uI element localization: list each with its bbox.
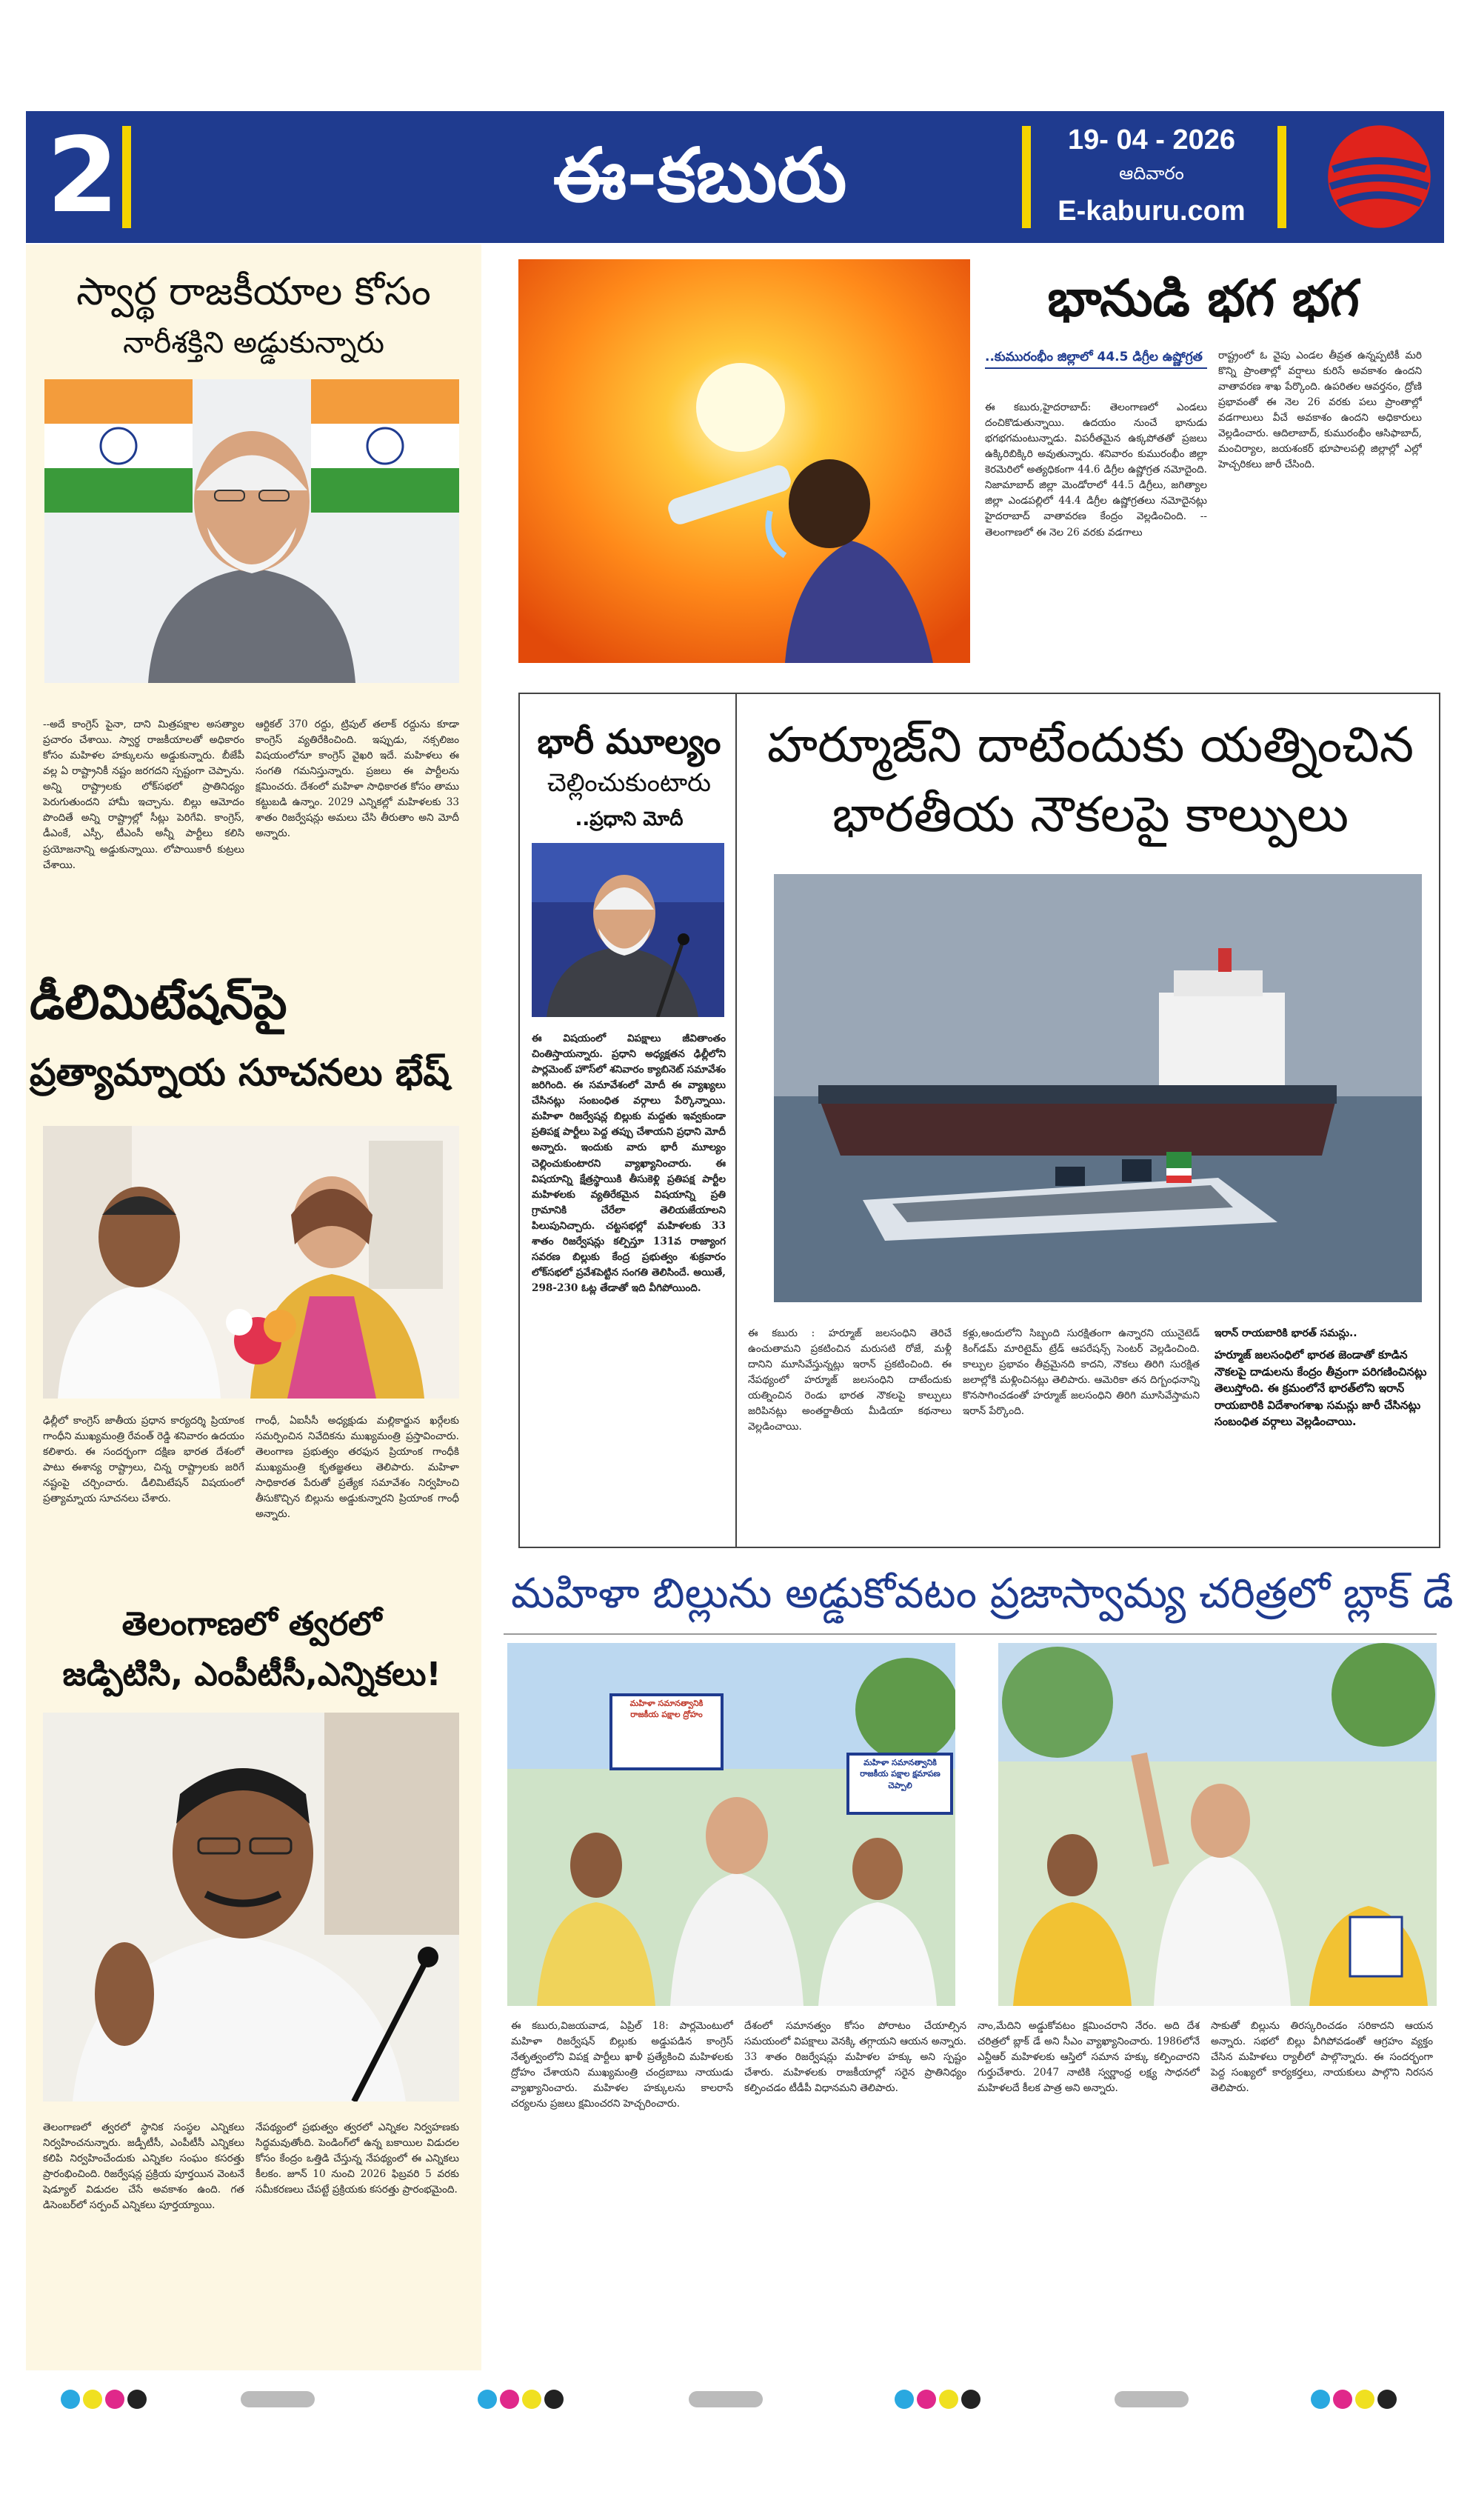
ship-photo: [774, 874, 1422, 1302]
heatwave-photo: [518, 259, 970, 663]
elections-headline: తెలంగాణలో త్వరలో: [121, 1605, 382, 1643]
modi-photo: [44, 379, 459, 683]
hormuz-summons-title: ఇరాన్ రాయబారికి భారత్ సమన్లు..: [1215, 1327, 1357, 1339]
hormuz-headline: హర్మూజ్‌ని దాటేందుకు యత్నించిన: [766, 716, 1414, 773]
women-bill-col-2: దేశంలో సమానత్వం కోసం పోరాటం చేయాల్సిన సమయంలో విపక్షాలు వెనక్కి తగ్గాయని ఆయన అన్నారు. 33 శాతం రిజర్వేషన్లు మహిళల హక్కు అని స్పష్టం చేశారు. మహిళలకు రాజకీయాల్లో సరైన ప్రాతినిధ్యం కల్పించడం టీడీపీ విధానమని తెలిపారు.: [744, 2020, 966, 2095]
elections-subheadline: జడ్పిటిసి, ఎంపీటీసీ,ఎన్నికలు!: [62, 1656, 441, 1693]
side-headline: భారీ మూల్యం: [537, 721, 721, 761]
elections-body-left: తెలంగాణలో త్వరలో స్థానిక సంస్థల ఎన్నికలు నిర్వహించనున్నారు. జడ్పీటీసీ, ఎంపీటీసీ ఎన్నికలు కలిపి నిర్వహించేందుకు ఎన్నికల సంఘం కసరత్తు ప్రారంభించింది. రిజర్వేషన్ల ప్రక్రియ పూర్తయిన వెంటనే షెడ్యూల్ విడుదల చేసే అవకాశం ఉంది. గత డిసెంబర్‌లో సర్పంచ్ ఎన్నికలు పూర్తయ్యాయి.: [43, 2121, 244, 2212]
website-link[interactable]: E-kaburu.com: [1058, 196, 1246, 227]
hormuz-body-middle: కళ్లు,ఆందులోని సిబ్బంది సురక్షితంగా ఉన్నారని యునైటెడ్ కింగ్‌డమ్ మారిటైమ్ ట్రేడ్ ఆపరేషన్స్ సెంటర్ వెల్లడించింది. కాల్పుల ప్రభావం తీవ్రమైనది కాదని, నౌకలు తిరిగి సురక్షిత జలాల్లోకి మళ్లించినట్లు తెలిపారు. ఆమెరికా తన దిగ్బంధనాన్ని కొనసాగించడంతో హర్మూజ్ జలసంధిని తిరిగి మూసివేస్తామని ఇరాన్ పేర్కొంది.: [963, 1327, 1200, 1418]
modi-headline: స్వార్థ రాజకీయాల కోసం: [76, 270, 431, 314]
delimitation-body-left: ఢిల్లీలో కాంగ్రెస్ జాతీయ ప్రధాన కార్యదర్శి ప్రియాంక గాంధీని ముఖ్యమంత్రి రేవంత్ రెడ్డి శనివారం ఉదయం కలిశారు. ఈ సందర్భంగా దక్షిణ భారత దేశంలో పాటు ఈశాన్య రాష్ట్రాలు, చిన్న రాష్ట్రాలకు జరిగే నష్టంపై చర్చించారు. డీలిమిటేషన్ విషయంలో ప్రత్యామ్నాయ సూచనలు చేశారు.: [43, 1415, 244, 1505]
heat-body-right: రాష్ట్రంలో ఓ వైపు ఎండల తీవ్రత ఉన్నప్పటికీ మరి కొన్ని ప్రాంతాల్లో వర్షాలు కురిసే అవకాశం ఉందని వాతావరణ శాఖ పేర్కొంది. ఉపరితల ఆవర్తనం, ద్రోణి ప్రభావంతో ఈ నెల 26 వరకు పలు ప్రాంతాల్లో వడగాలులు వీచే అవకాశం ఉందని అధికారులు వెల్లడించారు. ఆదిలాబాద్, కుమురంభీం ఆసిఫాబాద్, మంచిర్యాల, జయశంకర్ భూపాలపల్లి జిల్లాల్లో ఎల్లో హెచ్చరికలు జారీ చేసింది.: [1218, 350, 1422, 471]
hormuz-subheadline: భారతీయ నౌకలపై కాల్పులు: [832, 786, 1349, 843]
side-subheadline: చెల్లించుకుంటారు: [547, 768, 712, 798]
modi-body-right: ఆర్టికల్ 370 రద్దు, ట్రిపుల్ తలాక్ రద్దును కూడా కాంగ్రెస్ వ్యతిరేకించింది. ఇప్పుడు, నక్సలిజం విషయంలోనూ కాంగ్రెస్ వైఖరి ఇదే. మహిళలు ఈ సంగతి గమనిస్తున్నారు. ప్రజలు ఈ పార్టీలను క్షమించరు. దేశంలో మహిళా సాధికారత కోసం తాము కట్టుబడి ఉన్నాం. 2029 ఎన్నికల్లో మహిళలకు 33 శాతం రిజర్వేషన్లు అమలు చేసి తీరుతాం అని మోదీ అన్నారు.: [255, 719, 459, 840]
women-bill-col-3: నాం,మేదిని అడ్డుకోవటం క్షమించరాని నేరం. అది దేశ చరిత్రలో బ్లాక్ డే అని సీఎం వ్యాఖ్యానించారు. 1986లోనే ఎన్టీఆర్ మహిళలకు ఆస్తిలో సమాన హక్కు కల్పించారని గుర్తుచేశారు. 2047 నాటికి స్వర్ణాంధ్ర లక్ష్య సాధనలో మహిళలదే కీలక పాత్ర అని అన్నారు.: [978, 2020, 1200, 2095]
hormuz-body-left: ఈ కబురు : హర్మూజ్ జలసంధిని తెరిచే ఉంచుతామని ప్రకటించిన మరుసటి రోజే, మళ్లీ దానిని మూసివేస్తున్నట్లు ఇరాన్ ప్రకటించింది. ఈ నేపథ్యంలో హర్మూజ్ జలసంధిని దాటేందుకు యత్నించిన రెండు భారత నౌకలపై కాల్పులు జరిపినట్లు అంతర్జాతీయ మీడియా కథనాలు వెల్లడించాయి.: [748, 1327, 952, 1433]
issue-weekday: ఆదివారం: [1119, 163, 1184, 184]
delimitation-body-right: గాంధీ, ఏఐసీసీ అధ్యక్షుడు మల్లికార్జున ఖర్గేలకు సమర్పించిన నివేదికను ముఖ్యమంత్రి ప్రస్తావించారు. తెలంగాణ ప్రభుత్వం తరఫున ప్రియాంక గాంధీకి ముఖ్యమంత్రి కృతజ్ఞతలు తెలిపారు. మహిళా సాధికారత పేరుతో ప్రత్యేక సమావేశం నిర్వహించి తీసుకొచ్చిన బిల్లును అడ్డుకున్నారని ప్రియాంక గాంధీ అన్నారు.: [255, 1415, 459, 1521]
modi-body-left: --అదే కాంగ్రెస్ పైనా, దాని మిత్రపక్షాల అసత్యాల ప్రచారం చేశాయి. స్వార్థ రాజకీయాలతో అధికారం కోసం మహిళల హక్కులను అడ్డుకున్నారు. బీజేపీ వల్ల ఏ రాష్ట్రానికీ నష్టం జరగదని స్పష్టంగా చెప్పాను. అన్ని రాష్ట్రాలకు లోక్‌సభలో ప్రాతినిధ్యం పెరుగుతుందని హామీ ఇచ్చాను. బిల్లు ఆమోదం పొందితే అన్ని రాష్ట్రాల్లో సీట్లు పెరిగేవి. కాంగ్రెస్, డీఎంకే, ఎస్పీ, టీఎంసీ అన్నీ పార్టీలు కలిసి ప్రయోజనాన్ని అడ్డుకున్నాయి. లోపాయికారీ కుట్రలు చేశాయి.: [43, 719, 244, 871]
placard-text: మహిళా సమానత్వానికి రాజకీయ పక్షాల ద్రోహం: [629, 1699, 704, 1720]
delimitation-subheadline: ప్రత్యామ్నాయ సూచనలు భేష్: [30, 1051, 450, 1094]
women-bill-col-1: ఈ కబురు,విజయవాడ, ఏప్రిల్ 18: పార్లమెంటులో మహిళా రిజర్వేషన్ బిల్లుకు అడ్డుపడిన కాంగ్రెస్ నేతృత్వంలోని విపక్ష పార్టీలు ఖాళీ ప్రత్యేకించి మహిళలకు ద్రోహం చేశాయని ముఖ్యమంత్రి చంద్రబాబు నాయుడు వ్యాఖ్యానించారు. మహిళల హక్కులను కాలరాసే చర్యలను ప్రజలు క్షమించరని హెచ్చరించారు.: [511, 2020, 733, 2110]
heat-subheadline: ..కుమురంభీం జిల్లాలో 44.5 డిగ్రీల ఉష్ణోగ్రత: [985, 348, 1207, 369]
page-number: 2: [47, 116, 119, 236]
side-body: ఈ విషయంలో విపక్షాలు జీవితాంతం చింతిస్తాయన్నారు. ప్రధాని అధ్యక్షతన ఢిల్లీలోని పార్లమెంట్ హౌస్‌లో శనివారం క్యాబినెట్ సమావేశం జరిగింది. ఈ సమావేశంలో మోదీ ఈ వ్యాఖ్యలు చేసినట్లు సంబంధిత వర్గాలు పేర్కొన్నాయి. మహిళా రిజర్వేషన్ల బిల్లుకు మద్దతు ఇవ్వకుండా ప్రతిపక్ష పార్టీలు పెద్ద తప్పు చేశాయని ప్రధాని మోదీ అన్నారు. ఇందుకు వారు భారీ మూల్యం చెల్లించుకుంటారని వ్యాఖ్యానించారు. ఈ విషయాన్ని క్షేత్రస్థాయికి తీసుకెళ్లి ప్రతిపక్ష పార్టీల మహిళలకు వ్యతిరేకమైన విషయాన్ని ప్రతి గ్రామానికి చేరేలా తెలియజేయాలని పిలుపునిచ్చారు. చట్టసభల్లో మహిళలకు 33 శాతం రిజర్వేషన్లు కల్పిస్తూ 131వ రాజ్యాంగ సవరణ బిల్లుకు కేంద్ర ప్రభుత్వం శుక్రవారం లోక్‌సభలో ప్రవేశపెట్టిన సంగతి తెలిసిందే. అయితే, 298-230 ఓట్ల తేడాతో ఇది వీగిపోయింది.: [532, 1033, 726, 1294]
masthead-divider: [122, 126, 131, 228]
masthead-divider: [1022, 126, 1031, 228]
women-bill-col-4: సాకుతో బిల్లును తిరస్కరించడం సరికాదని ఆయన అన్నారు. సభలో బిల్లు వీగిపోవడంతో ఆగ్రహం వ్యక్తం చేసిన మహిళలు ర్యాలీలో పాల్గొన్నారు. ఈ సందర్భంగా పెద్ద సంఖ్యలో కార్యకర్తలు, నాయకులు పాల్గొని నిరసన తెలిపారు.: [1211, 2020, 1433, 2095]
heat-headline: భానుడి భగ భగ: [1047, 270, 1360, 328]
section-divider: [504, 1633, 1437, 1635]
naidu-rally-photo-left: [507, 1643, 955, 2006]
modi-speaking-photo: [532, 843, 724, 1017]
naidu-rally-photo-right: [998, 1643, 1437, 2006]
brand-title: ఈ-కబురు: [552, 132, 847, 219]
side-byline: ..ప్రధాని మోదీ: [575, 808, 684, 830]
masthead-divider: [1277, 126, 1286, 228]
revanth-reddy-photo: [43, 1713, 459, 2101]
masthead: [26, 111, 1444, 243]
heat-body-left: ఈ కబురు,హైదరాబాద్: తెలంగాణలో ఎండలు దంచికొడుతున్నాయి. ఉదయం నుంచే భానుడు భగభగమంటున్నాడు. విపరీతమైన ఉక్కపోతతో ప్రజలు ఉక్కిరిబిక్కిరి అవుతున్నారు. శనివారం కుమురంభీం జిల్లా కెరమెరిలో అత్యధికంగా 44.6 డిగ్రీల ఉష్ణోగ్రత నమోదైంది. నిజామాబాద్ జిల్లా మెండోరాలో 44.5 డిగ్రీలు, జగిత్యాల జిల్లా ఎండపల్లిలో 44.4 డిగ్రీల ఉష్ణోగ్రతలు నమోదైనట్లు హైదరాబాద్ వాతావరణ కేంద్రం వెల్లడించింది. --తెలంగాణలో ఈ నెల 26 వరకు వడగాలు: [985, 401, 1207, 539]
revanth-priyanka-photo: [43, 1126, 459, 1399]
hormuz-summons-body: హర్మూజ్ జలసంధిలో భారత జెండాతో కూడిన నౌకలపై దాడులను కేంద్రం తీవ్రంగా పరిగణించినట్లు తెలుస్తోంది. ఈ క్రమంలోనే భారత్‌లోని ఇరాన్ రాయబారికి విదేశాంగశాఖ సమన్లు జారీ చేసినట్లు సంబంధిత వర్గాలు వెల్లడించాయి.: [1215, 1348, 1427, 1428]
globe-logo-icon: [1318, 116, 1440, 238]
elections-body-right: నేపథ్యంలో ప్రభుత్వం త్వరలో ఎన్నికల నిర్వహణకు సిద్ధమవుతోంది. పెండింగ్‌లో ఉన్న బకాయిల విడుదల కోసం కేంద్రం ఒత్తిడి చేస్తున్న నేపథ్యంలో ఈ ఎన్నికలు కీలకం. జూన్ 10 నుంచి 2026 ఫిబ్రవరి 5 వరకు సమీకరణలు చేపట్టే ప్రక్రియకు కసరత్తు ప్రారంభమైంది.: [255, 2121, 459, 2196]
modi-subheadline: నారీశక్తిని అడ్డుకున్నారు: [123, 326, 384, 360]
issue-date: 19- 04 - 2026: [1067, 124, 1236, 156]
women-bill-headline: మహిళా బిల్లును అడ్డుకోవటం ప్రజాస్వామ్య చరిత్రలో బ్లాక్ డే: [511, 1570, 1454, 1618]
placard-text: మహిళా సమానత్వానికి రాజకీయ పక్షాల క్షమాపణ చెప్పాలి: [860, 1758, 941, 1790]
delimitation-headline: డీలిమిటేషన్‌పై: [30, 976, 287, 1030]
